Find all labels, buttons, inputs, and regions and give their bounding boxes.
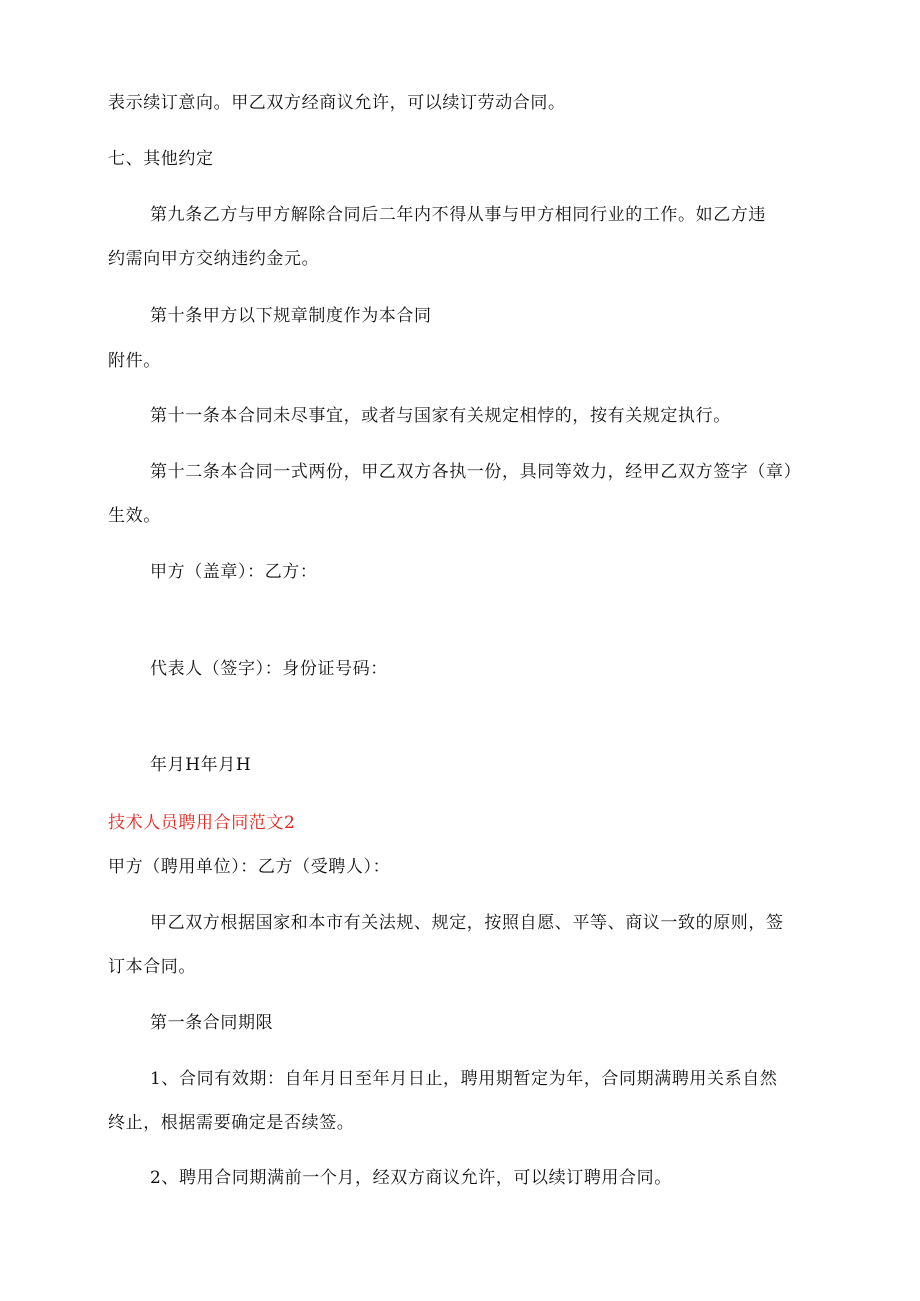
- article-12-line-2: 生效。: [108, 506, 161, 526]
- contract-title: 技术人员聘用合同范文2: [108, 813, 296, 833]
- article-9-line-2: 约需向甲方交纳违约金元。: [108, 249, 320, 269]
- article-12-line-1: 第十二条本合同一式两份，甲乙双方各执一份，具同等效力，经甲乙双方签字（章）: [150, 462, 802, 482]
- article-10-line-2: 附件。: [108, 351, 161, 371]
- signature-date: 年月H年月H: [150, 755, 252, 775]
- signature-party-a-b: 甲方（盖章）：乙方：: [150, 562, 318, 582]
- paragraph-renewal-intent: 表示续订意向。甲乙双方经商议允许，可以续订劳动合同。: [108, 93, 566, 113]
- article-11: 第十一条本合同未尽事宜，或者与国家有关规定相悖的，按有关规定执行。: [150, 406, 731, 426]
- article-1-heading: 第一条合同期限: [150, 1013, 274, 1033]
- preamble-line-1: 甲乙双方根据国家和本市有关法规、规定，按照自愿、平等、商议一致的原则，签: [150, 913, 784, 933]
- section-heading-other-agreements: 七、其他约定: [108, 149, 214, 169]
- signature-representative-id: 代表人（签字）：身份证号码：: [150, 659, 388, 679]
- contract-parties: 甲方（聘用单位）：乙方（受聘人）：: [108, 857, 391, 877]
- article-9-line-1: 第九条乙方与甲方解除合同后二年内不得从事与甲方相同行业的工作。如乙方违: [150, 205, 766, 225]
- term-clause-2: 2、聘用合同期满前一个月，经双方商议允许，可以续订聘用合同。: [150, 1168, 672, 1188]
- article-10-line-1: 第十条甲方以下规章制度作为本合同: [150, 306, 432, 326]
- preamble-line-2: 订本合同。: [108, 957, 196, 977]
- term-clause-1-line-1: 1、合同有效期：自年月日至年月日止，聘用期暂定为年，合同期满聘用关系自然: [150, 1069, 778, 1089]
- term-clause-1-line-2: 终止，根据需要确定是否续签。: [108, 1113, 355, 1133]
